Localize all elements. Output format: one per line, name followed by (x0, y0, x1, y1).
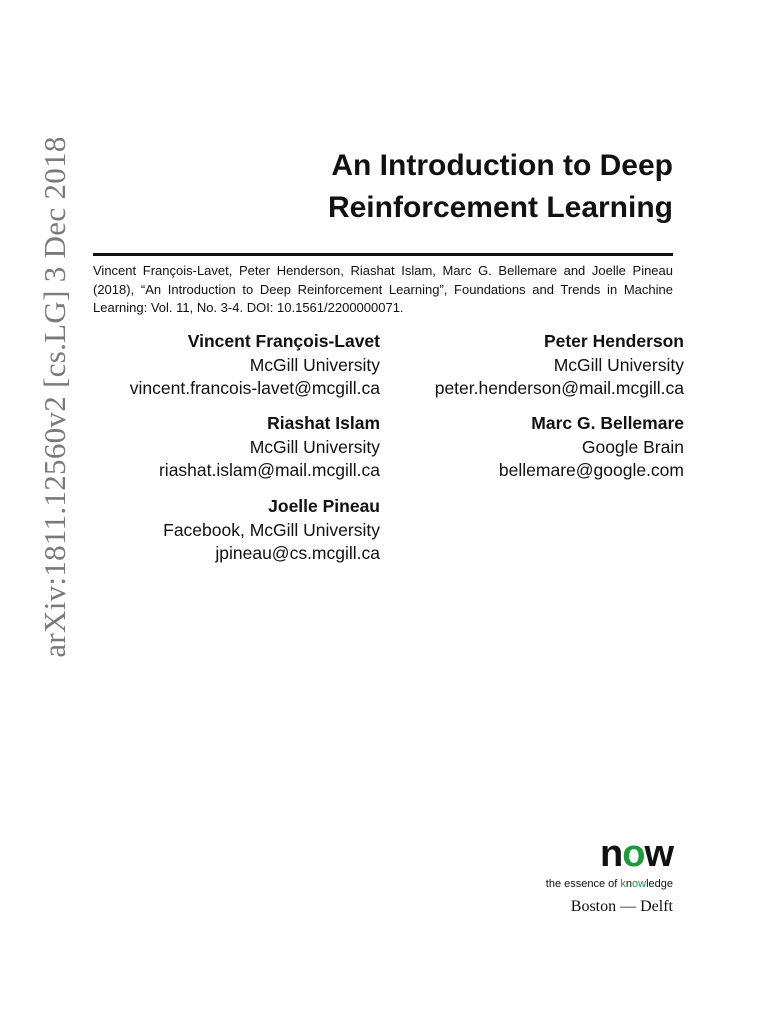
arxiv-stamp: arXiv:1811.12560v2 [cs.LG] 3 Dec 2018 (37, 136, 72, 658)
publisher-block (473, 835, 673, 917)
publisher-cities: Boston — Delft (570, 898, 673, 915)
author-block (159, 412, 380, 483)
title-line-1: An Introduction to Deep (331, 149, 673, 182)
publisher-tagline: the essence of knowledge (545, 878, 673, 890)
author-email: jpineau@cs.mcgill.ca (215, 543, 380, 563)
title-rule (93, 253, 673, 256)
author-affiliation: Facebook, McGill University (163, 519, 380, 540)
author-block (163, 495, 380, 566)
author-block (130, 330, 380, 401)
author-affiliation: McGill University (249, 436, 380, 457)
author-affiliation: McGill University (553, 354, 684, 375)
citation-text: Vincent François-Lavet, Peter Henderson, Riashat Islam, Marc G. Bellemare and Joelle Pineau (2018), “An Introduction to Deep Reinforcement Learning”, Foundations and Trends in Machine Learning: Vol. 11, No. 3-4. DOI: 10.1561/2200000071. (93, 263, 673, 315)
paper-title (153, 145, 673, 229)
author-email: bellemare@google.com (498, 460, 684, 480)
author-affiliation: McGill University (249, 354, 380, 375)
title-line-2: Reinforcement Learning (327, 191, 673, 224)
author-email: peter.henderson@mail.mcgill.ca (434, 378, 684, 398)
author-name: Vincent François-Lavet (187, 331, 380, 351)
author-name: Riashat Islam (267, 413, 380, 433)
author-email: vincent.francois-lavet@mcgill.ca (129, 378, 380, 398)
author-name: Peter Henderson (543, 331, 684, 351)
author-name: Marc G. Bellemare (531, 413, 684, 433)
author-email: riashat.islam@mail.mcgill.ca (158, 460, 380, 480)
author-affiliation: Google Brain (581, 436, 684, 457)
now-logo: now (600, 833, 673, 875)
author-block (435, 330, 684, 401)
author-name: Joelle Pineau (268, 496, 380, 516)
author-block (499, 412, 684, 483)
